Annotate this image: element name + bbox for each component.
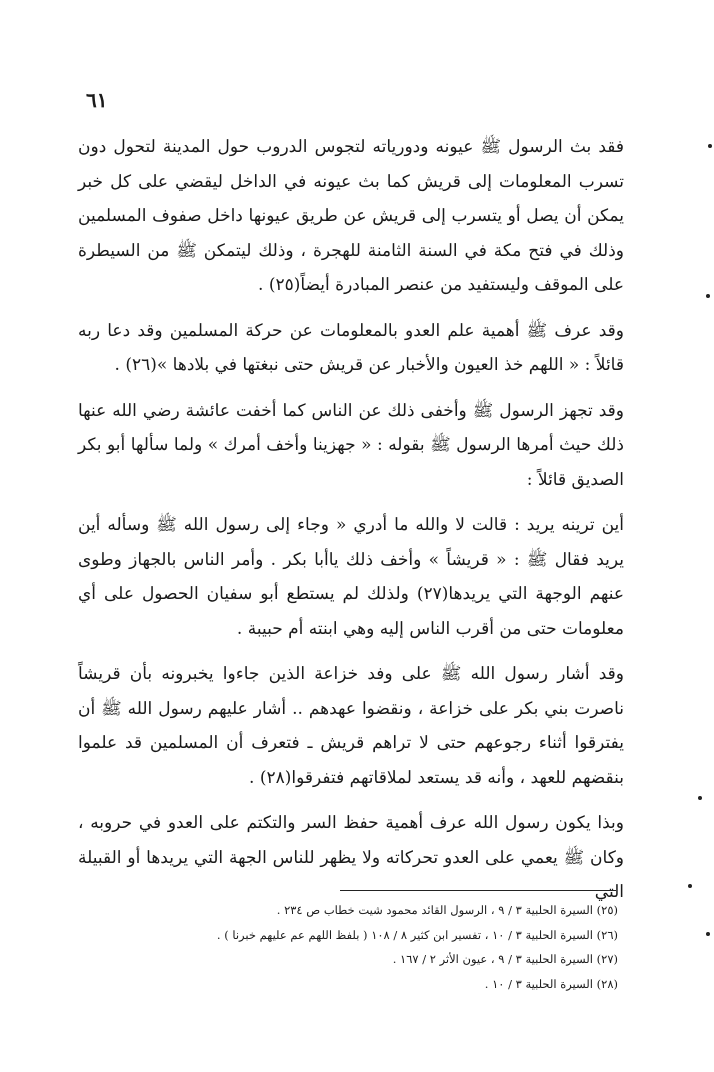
paragraph-3: وقد تجهز الرسول ﷺ وأخفى ذلك عن الناس كما أخفت عائشة رضي الله عنها ذلك حيث أمرها الرسول ﷺ بقوله : « جهزينا وأخف أمرك » ولما سألها أبو بكر الصديق قائلاً : [78,400,624,490]
body-text [78,130,624,921]
scan-speck [706,294,710,298]
paragraph-1: فقد بث الرسول ﷺ عيونه ودورياته لتجوس الدروب حول المدينة لتحول دون تسرب المعلومات إلى قريش كما بث عيونه في الداخل ليقضي على كل خبر يمكن أن يصل أو يتسرب إلى قريش عن طريق عيونها داخل صفوف المسلمين وذلك في فتح مكة في السنة الثامنة للهجرة ، وذلك ليتمكن ﷺ من السيطرة على الموقف وليستفيد من عنصر المبادرة أيضاً(٢٥) . [78,137,624,295]
footnote-divider [340,890,616,891]
footnote-25: (٢٥) السيرة الحلبية ٣ / ٩ ، الرسول القائد محمود شيت خطاب ص ٢٣٤ . [276,903,618,917]
scan-speck [706,932,710,936]
footnote-28: (٢٨) السيرة الحلبية ٣ / ١٠ . [484,976,618,991]
scan-speck [708,144,712,148]
footnotes [200,898,618,996]
page-number: ٦١ [86,88,108,112]
scan-speck [688,884,692,888]
paragraph-2: وقد عرف ﷺ أهمية علم العدو بالمعلومات عن حركة المسلمين وقد دعا ربه قائلاً : « اللهم خذ العيون والأخبار عن قريش حتى نبغتها في بلادها »(٢٦) . [78,320,624,375]
paragraph-6: وبذا يكون رسول الله عرف أهمية حفظ السر والتكتم على العدو في حروبه ، وكان ﷺ يعمي على العدو تحركاته ولا يظهر للناس الجهة التي يريدها أو القبيلة التي [78,813,624,902]
footnote-27: (٢٧) السيرة الحلبية ٣ / ٩ ، عيون الأثر ٢ / ١٦٧ . [392,952,618,966]
footnote-26: (٢٦) السيرة الحلبية ٣ / ١٠ ، تفسير ابن كثير ٨ / ١٠٨ ( بلفظ اللهم عم عليهم خبرنا ) . [216,927,618,942]
paragraph-4: أين ترينه يريد : قالت لا والله ما أدري « وجاء إلى رسول الله ﷺ وسأله أين يريد فقال ﷺ : « قريشاً » وأخف ذلك ياأبا بكر . وأمر الناس بالجهاز وطوى عنهم الوجهة التي يريدها(٢٧) ولذلك لم يستطع أبو سفيان الحصول على أي معلومات حتى من أقرب الناس إليه وهي ابنته أم حبيبة . [78,515,624,639]
scan-speck [698,796,702,800]
paragraph-5: وقد أشار رسول الله ﷺ على وفد خزاعة الذين جاءوا يخبرونه بأن قريشاً ناصرت بني بكر على خزاعة ، ونقضوا عهدهم .. أشار عليهم رسول الله ﷺ أن يفترقوا أثناء رجوعهم حتى لا تراهم قريش ـ فتعرف أن المسلمين قد علموا بنقضهم للعهد ، وأنه قد يستعد لملاقاتهم فتفرقوا(٢٨) . [78,664,624,788]
